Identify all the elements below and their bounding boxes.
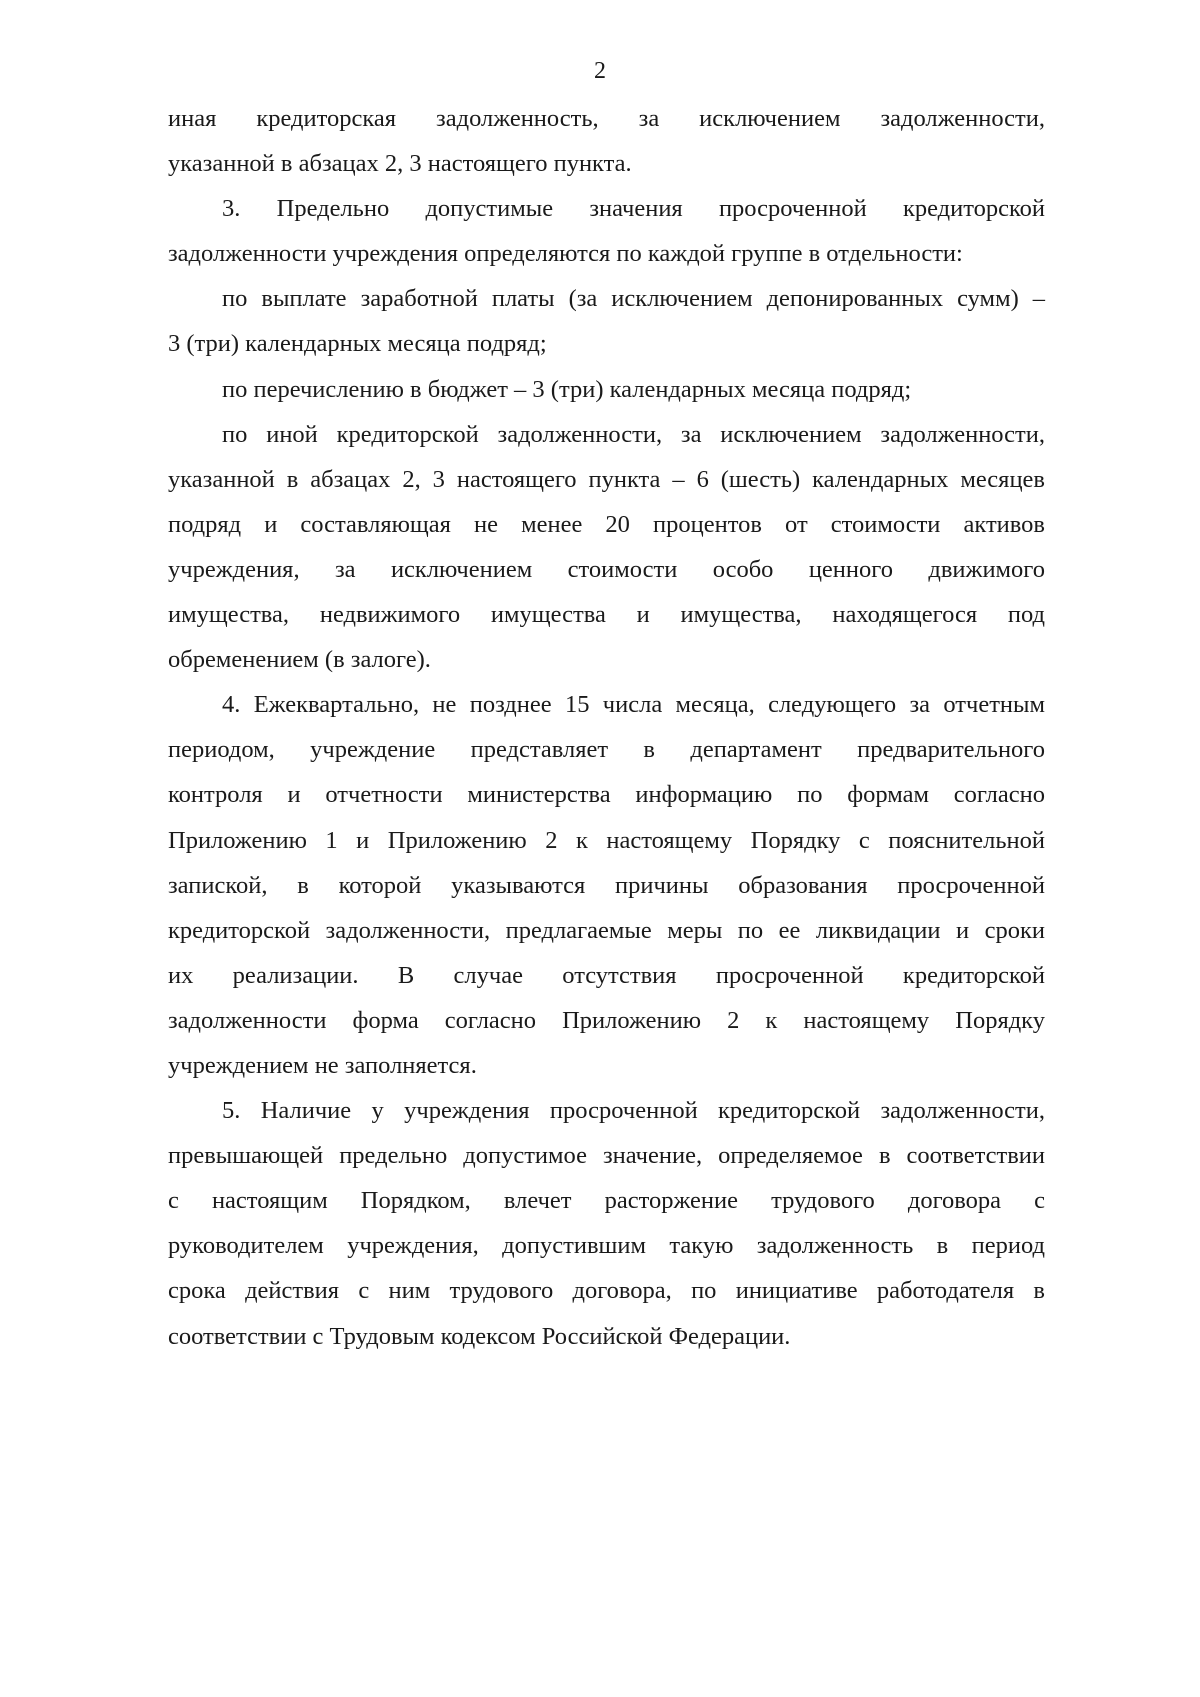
text-line: учреждением не заполняется.	[168, 1051, 477, 1079]
text-line: указанной в абзацах 2, 3 настоящего пункта – 6 (шесть) календарных месяцев	[168, 465, 1045, 493]
text-line: руководителем учреждения, допустившим такую задолженность в период	[168, 1232, 1045, 1260]
paragraph	[168, 96, 1045, 186]
paragraph	[168, 1088, 1045, 1359]
text-line: имущества, недвижимого имущества и имущества, находящегося под	[168, 601, 1045, 629]
page-number: 2	[594, 58, 606, 84]
paragraph	[168, 412, 1045, 683]
paragraph	[168, 367, 1045, 412]
text-line: 3. Предельно допустимые значения просроченной кредиторской	[222, 195, 1045, 223]
text-line: подряд и составляющая не менее 20 процентов от стоимости активов	[168, 510, 1045, 538]
text-line: их реализации. В случае отсутствия просроченной кредиторской	[168, 961, 1045, 989]
document-body	[168, 96, 1045, 1359]
text-line: 3 (три) календарных месяца подряд;	[168, 330, 547, 358]
text-line: 4. Ежеквартально, не позднее 15 числа месяца, следующего за отчетным	[222, 691, 1045, 719]
text-line: по иной кредиторской задолженности, за исключением задолженности,	[222, 420, 1045, 448]
text-line: обременением (в залоге).	[168, 646, 431, 674]
text-line: задолженности форма согласно Приложению 2 к настоящему Порядку	[168, 1006, 1045, 1034]
text-line: 5. Наличие у учреждения просроченной кредиторской задолженности,	[222, 1097, 1045, 1125]
text-line: периодом, учреждение представляет в департамент предварительного	[168, 736, 1045, 764]
text-line: с настоящим Порядком, влечет расторжение трудового договора с	[168, 1187, 1045, 1215]
text-line: превышающей предельно допустимое значение, определяемое в соответствии	[168, 1142, 1045, 1170]
text-line: Приложению 1 и Приложению 2 к настоящему Порядку с пояснительной	[168, 826, 1045, 854]
text-line: учреждения, за исключением стоимости особо ценного движимого	[168, 555, 1045, 583]
text-line: иная кредиторская задолженность, за исключением задолженности,	[168, 105, 1045, 132]
text-line: указанной в абзацах 2, 3 настоящего пункта.	[168, 150, 632, 178]
paragraph	[168, 276, 1045, 366]
text-line: кредиторской задолженности, предлагаемые меры по ее ликвидации и сроки	[168, 916, 1045, 944]
text-line: срока действия с ним трудового договора, по инициативе работодателя в	[168, 1277, 1045, 1305]
text-line: задолженности учреждения определяются по каждой группе в отдельности:	[168, 240, 963, 268]
text-line: по перечислению в бюджет – 3 (три) календарных месяца подряд;	[222, 375, 912, 403]
text-line: по выплате заработной платы (за исключением депонированных сумм) –	[222, 285, 1045, 313]
text-line: запиской, в которой указываются причины образования просроченной	[168, 871, 1045, 899]
paragraph	[168, 186, 1045, 276]
paragraph	[168, 682, 1045, 1088]
text-line: контроля и отчетности министерства информацию по формам согласно	[168, 781, 1045, 809]
text-line: соответствии с Трудовым кодексом Российской Федерации.	[168, 1322, 791, 1350]
